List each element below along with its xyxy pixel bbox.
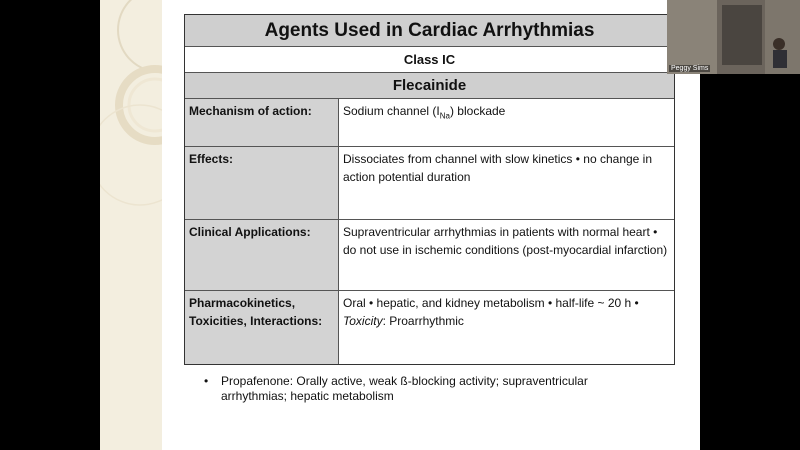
participant-name: Peggy Sims — [671, 65, 709, 72]
table-row — [185, 99, 674, 147]
webcam-video — [667, 0, 800, 74]
value-emphasis: Toxicity — [343, 314, 383, 328]
row-value: Dissociates from channel with slow kinetics • no change in action potential duration — [339, 147, 674, 219]
row-label: Mechanism of action: — [185, 99, 339, 146]
decorative-rings — [100, 0, 162, 450]
bullet-text: Propafenone: Orally active, weak ß-blocking activity; supraventricular arrhythmias; hepatic metabolism — [221, 374, 588, 403]
table-title: Agents Used in Cardiac Arrhythmias — [185, 15, 674, 47]
value-text: ) blockade — [449, 104, 506, 118]
bullet-marker: • — [204, 374, 209, 388]
table-row — [185, 220, 674, 291]
value-subscript: Na — [439, 111, 450, 121]
drug-info-table — [184, 14, 675, 365]
value-text: : Proarrhythmic — [382, 314, 464, 328]
bullet-note — [204, 374, 654, 404]
row-label: Pharmacokinetics, Toxicities, Interactions: — [185, 291, 339, 364]
row-value — [339, 291, 674, 364]
value-text: Oral • hepatic, and kidney metabolism • half-life ~ 20 h • — [343, 296, 639, 310]
table-row — [185, 147, 674, 220]
value-text: Sodium channel (I — [343, 104, 440, 118]
slide-decoration — [100, 0, 162, 450]
webcam-thumbnail[interactable] — [667, 0, 800, 74]
row-label: Clinical Applications: — [185, 220, 339, 290]
row-value: Supraventricular arrhythmias in patients with normal heart • do not use in ischemic conditions (post-myocardial infarction) — [339, 220, 674, 290]
row-value — [339, 99, 674, 146]
row-label: Effects: — [185, 147, 339, 219]
table-row — [185, 291, 674, 364]
drug-class-label: Class IC — [185, 47, 674, 73]
presentation-slide — [100, 0, 700, 450]
drug-name: Flecainide — [185, 73, 674, 99]
